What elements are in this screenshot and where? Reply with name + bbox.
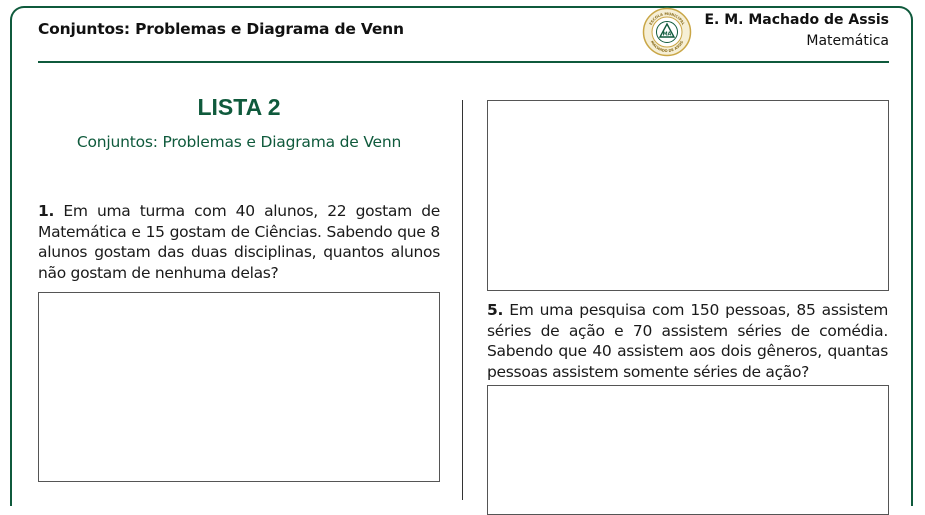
list-subtitle: Conjuntos: Problemas e Diagrama de Venn bbox=[76, 133, 402, 151]
question-5 bbox=[487, 300, 888, 382]
question-1 bbox=[38, 201, 440, 283]
answer-box-question-1[interactable] bbox=[38, 292, 440, 482]
subject-label: Matemática bbox=[806, 33, 889, 49]
svg-text:MA: MA bbox=[662, 31, 672, 38]
school-name: E. M. Machado de Assis bbox=[704, 12, 889, 28]
answer-box-question-5[interactable] bbox=[487, 385, 889, 515]
column-divider bbox=[462, 100, 463, 500]
list-title: LISTA 2 bbox=[197, 94, 281, 120]
header-divider bbox=[38, 61, 889, 63]
question-text: Em uma pesquisa com 150 pessoas, 85 assistem séries de ação e 70 assistem séries de comédia. Sabendo que 40 assistem aos dois gêneros, quantas pessoas assistem somente séries de ação? bbox=[487, 301, 888, 381]
school-seal-logo bbox=[642, 7, 692, 57]
header-title: Conjuntos: Problemas e Diagrama de Venn bbox=[38, 20, 404, 38]
svg-text:ESCOLA MUNICIPAL: ESCOLA MUNICIPAL bbox=[648, 11, 686, 26]
answer-box-previous-question[interactable] bbox=[487, 100, 889, 291]
question-text: Em uma turma com 40 alunos, 22 gostam de Matemática e 15 gostam de Ciências. Sabendo que 8 alunos gostam das duas disciplinas, quantos alunos não gostam de nenhuma delas? bbox=[38, 202, 440, 282]
question-number: 5. bbox=[487, 301, 504, 319]
svg-text:MACHADO DE ASSIS: MACHADO DE ASSIS bbox=[649, 40, 685, 54]
question-number: 1. bbox=[38, 202, 55, 220]
